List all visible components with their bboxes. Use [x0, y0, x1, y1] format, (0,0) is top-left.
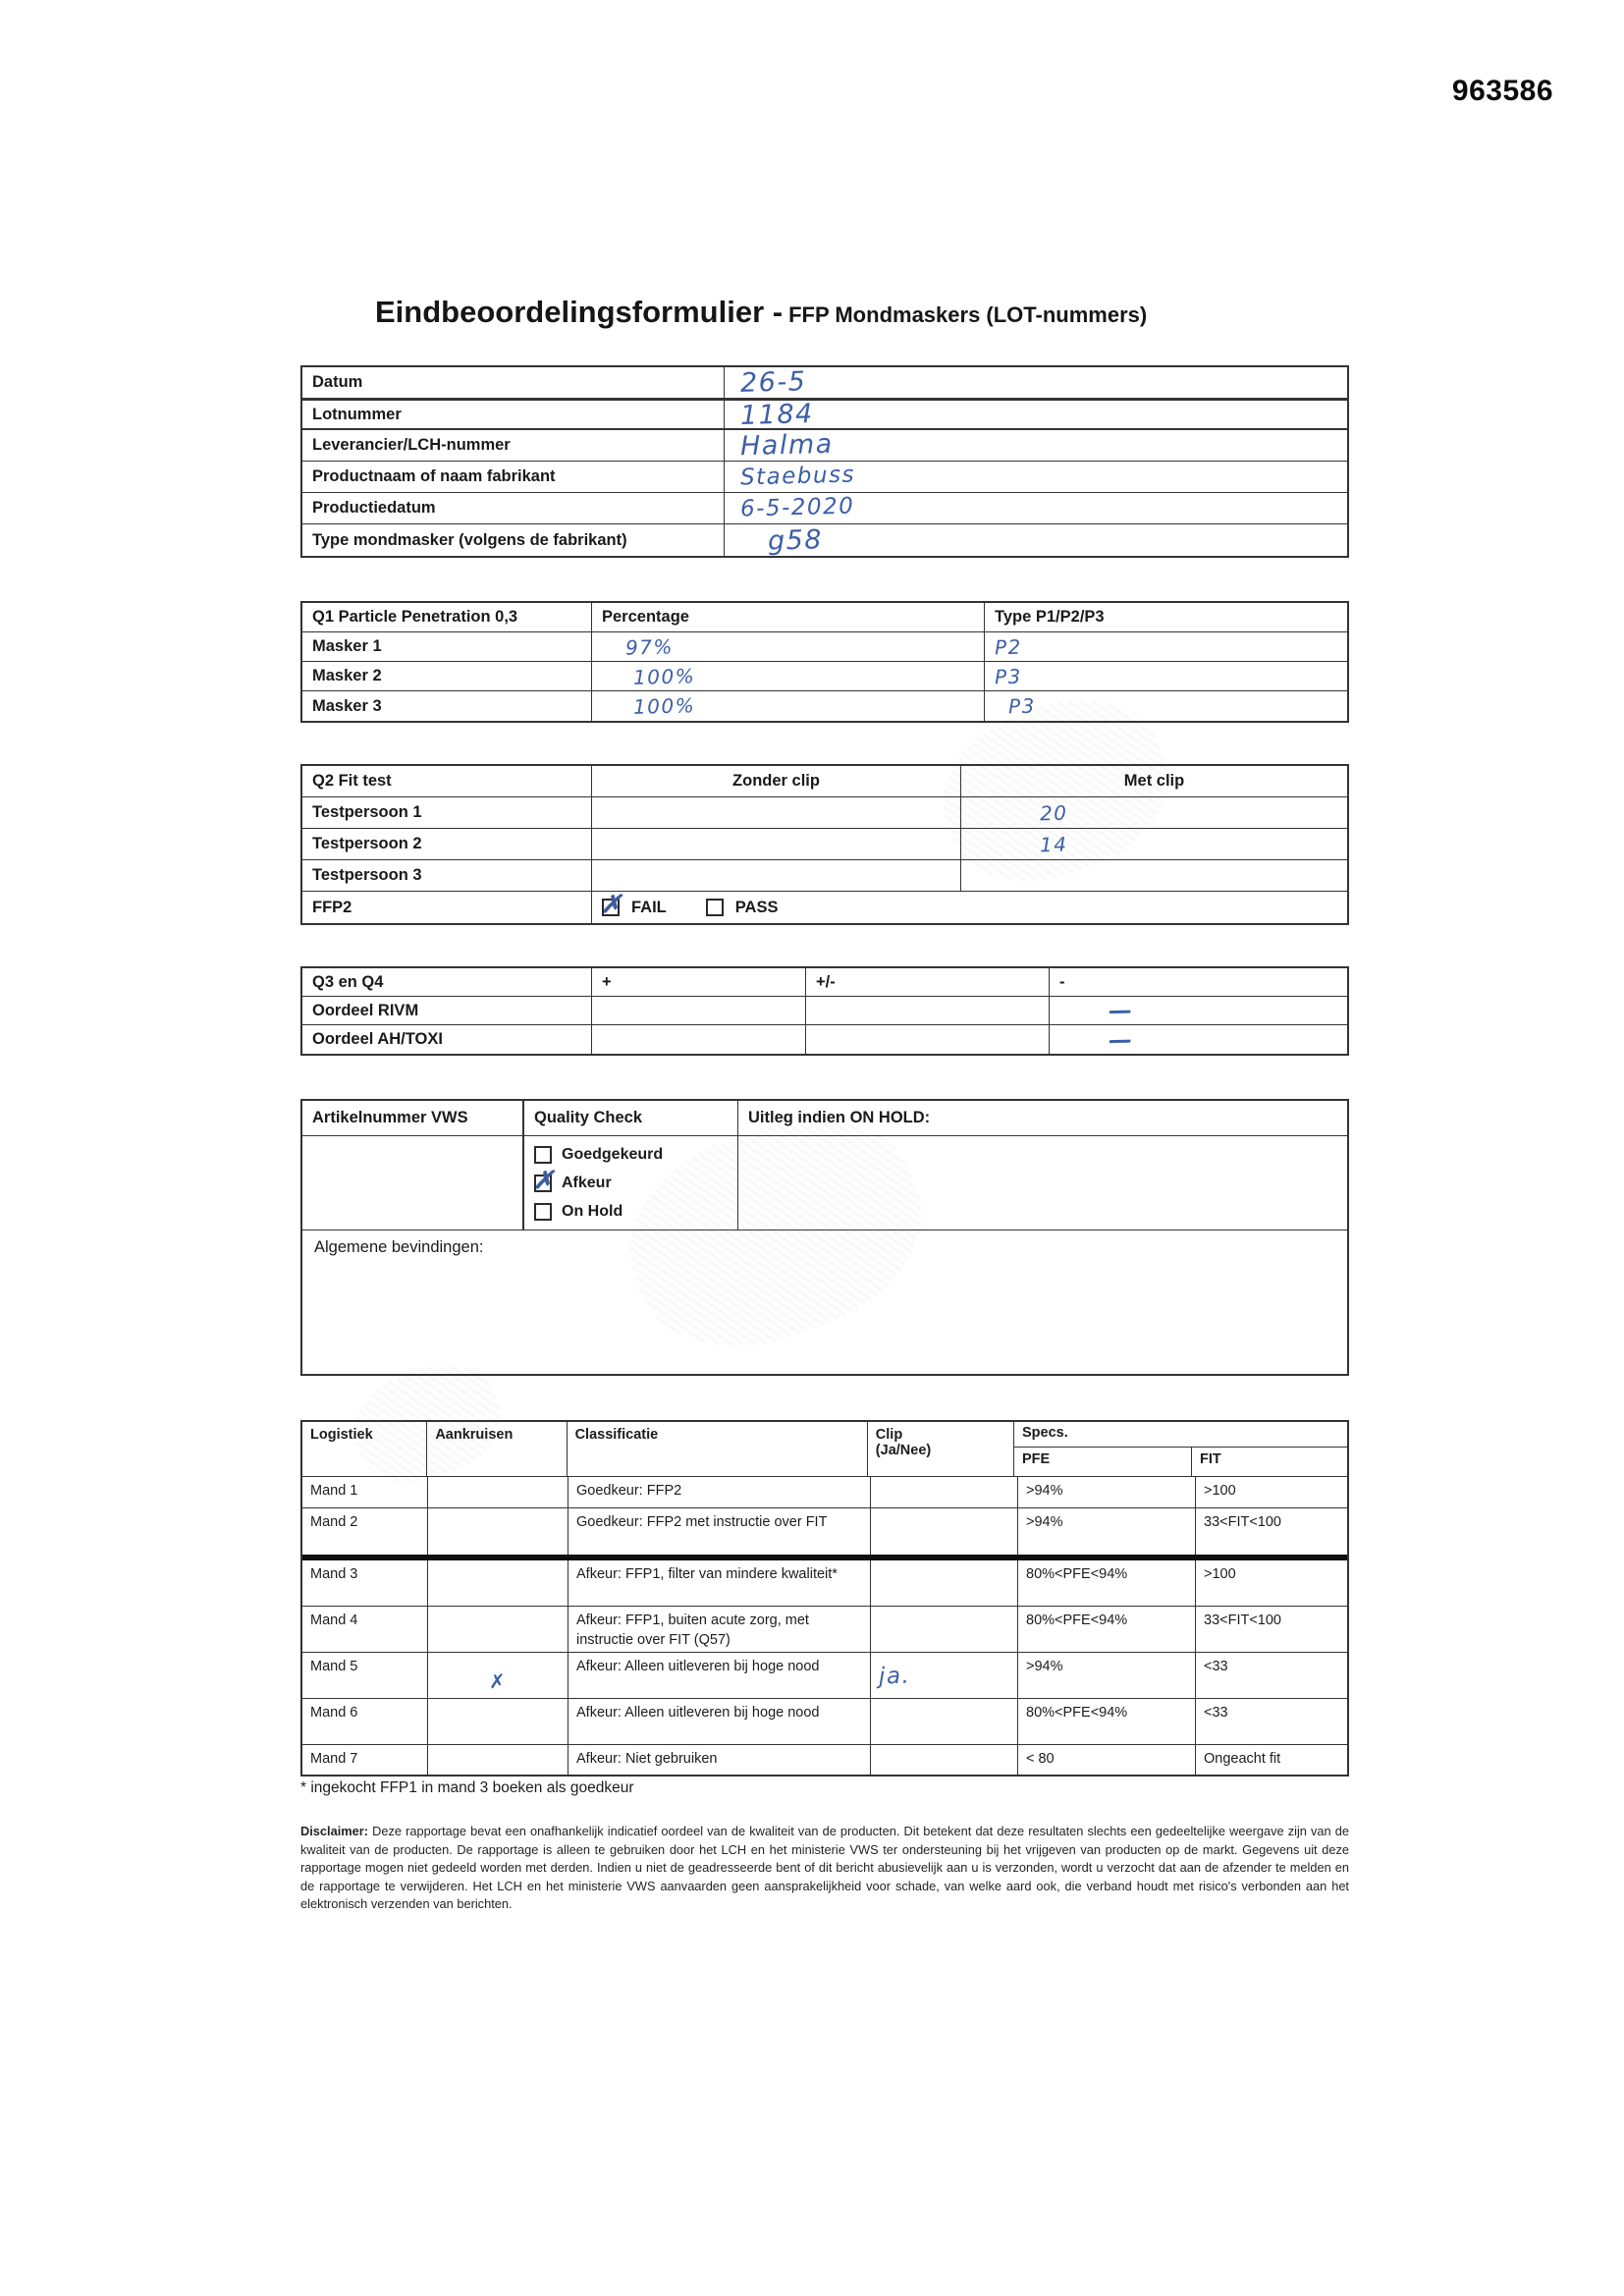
q1-header-row — [302, 603, 1347, 632]
q2-table — [300, 764, 1349, 925]
col-specs-group — [1014, 1422, 1347, 1476]
handwritten-value: 6-5-2020 — [739, 493, 855, 522]
q2-row-testpersoon2: Testpersoon 2 14 — [302, 829, 1347, 860]
checkbox-x-mark: ✗ — [533, 1166, 554, 1194]
col-clip: Clip (Ja/Nee) — [868, 1422, 1014, 1476]
quality-header-row — [302, 1101, 1347, 1136]
q2-col-zonder: Zonder clip — [592, 766, 961, 796]
disclaimer-text: Deze rapportage bevat een onafhankelijk indicatief oordeel van de kwaliteit van de producten. Dit betekent dat deze resultaten slechts een gedeeltelijke weergave zijn van de kwaliteit van de producten. De rapportage is alleen te gebruiken door het LCH en het ministerie VWS ter ondersteuning bij het vrijgeven van producten op de markt. Gegevens uit deze rapportage mogen niet gedeeld worden met derden. Indien u niet de geadresseerde bent of dit bericht abusievelijk aan u is verzonden, wordt u verzocht dat aan de afzender te melden en de rapportage te verwijderen. Het LCH en het ministerie VWS aanvaarden geen aansprakelijkheid voor schade, van welke aard ook, die verband houdt met risico's verbonden aan het elektronisch verzenden van berichten. — [300, 1824, 1349, 1912]
info-value — [725, 524, 1347, 556]
quality-options-row — [302, 1136, 1347, 1230]
handwritten-ja: ja. — [878, 1663, 911, 1690]
q2-row-ffp2: FFP2 ✗ FAIL PASS — [302, 892, 1347, 923]
q2-title: Q2 Fit test — [302, 766, 592, 796]
bevindingen-label: Algemene bevindingen: — [314, 1238, 484, 1256]
goedgekeurd-checkbox[interactable] — [534, 1146, 552, 1164]
afkeur-checkbox[interactable] — [533, 1166, 554, 1194]
q3-row-rivm: Oordeel RIVM — — [302, 997, 1347, 1025]
info-label: Leverancier/LCH-nummer — [302, 430, 725, 461]
handwritten-value: 1184 — [739, 398, 815, 431]
info-label: Productnaam of naam fabrikant — [302, 462, 725, 492]
pass-label: PASS — [734, 898, 779, 916]
form-title-main: Eindbeoordelingsformulier - — [375, 295, 784, 329]
handwritten-value: 97% — [624, 633, 675, 660]
logistics-row-mand5: Mand 5 ✗ Afkeur: Alleen uitleveren bij hoge nood ja. >94% <33 — [302, 1653, 1347, 1699]
logistics-row-mand6: Mand 6 Afkeur: Alleen uitleveren bij hoge nood 80%<PFE<94% <33 — [302, 1699, 1347, 1745]
quality-check-header: Quality Check — [524, 1101, 738, 1135]
q1-table — [300, 601, 1349, 723]
disclaimer-label: Disclaimer: — [300, 1824, 368, 1838]
logistics-row-mand1: Mand 1 Goedkeur: FFP2 >94% >100 — [302, 1477, 1347, 1508]
onhold-checkbox[interactable] — [534, 1203, 552, 1221]
info-row-productiedatum — [302, 493, 1347, 524]
disclaimer — [300, 1823, 1349, 1914]
col-fit: FIT — [1199, 1451, 1221, 1467]
pass-checkbox[interactable] — [706, 899, 724, 916]
uitleg-header: Uitleg indien ON HOLD: — [748, 1109, 931, 1126]
handwritten-value: Staebuss — [739, 462, 856, 491]
info-row-productnaam — [302, 462, 1347, 493]
handwritten-value: 14 — [1039, 832, 1068, 856]
info-value — [725, 398, 1347, 431]
handwritten-value: Halma — [739, 428, 835, 463]
logistics-row-mand3: Mand 3 Afkeur: FFP1, filter van mindere kwaliteit* 80%<PFE<94% >100 — [302, 1560, 1347, 1607]
page-number: 963586 — [1451, 75, 1553, 107]
handwritten-dash: — — [1108, 1025, 1133, 1054]
logistics-table — [300, 1420, 1349, 1777]
handwritten-value: 100% — [632, 663, 696, 689]
col-specs: Specs. — [1014, 1422, 1347, 1448]
form-title — [300, 295, 1349, 330]
footnote: * ingekocht FFP1 in mand 3 boeken als goedkeur — [300, 1779, 634, 1796]
info-value — [725, 367, 1347, 398]
q1-title: Q1 Particle Penetration 0,3 — [302, 603, 592, 631]
handwritten-value: 26-5 — [739, 366, 807, 399]
info-row-leverancier — [302, 430, 1347, 462]
col-classificatie: Classificatie — [568, 1422, 868, 1476]
form-content — [300, 0, 1349, 2296]
q3-col-minus: - — [1059, 972, 1065, 991]
q2-header-row — [302, 766, 1347, 797]
q1-row-masker2: Masker 2 100% P3 — [302, 662, 1347, 691]
logistics-row-mand4: Mand 4 Afkeur: FFP1, buiten acute zorg, met instructie over FIT (Q57) 80%<PFE<94% 33<FIT<100 — [302, 1607, 1347, 1653]
handwritten-value: g58 — [767, 523, 824, 557]
q3-col-plus: + — [592, 968, 806, 996]
option-goedgekeurd: Goedgekeurd — [534, 1140, 663, 1169]
info-label: Productiedatum — [302, 493, 725, 523]
info-row-datum — [302, 367, 1347, 399]
info-label: Datum — [302, 367, 725, 398]
logistics-row-mand2: Mand 2 Goedkeur: FFP2 met instructie over FIT >94% 33<FIT<100 — [302, 1508, 1347, 1555]
q1-row-masker1: Masker 1 97% P2 — [302, 632, 1347, 662]
col-logistiek: Logistiek — [302, 1422, 427, 1476]
info-value — [725, 493, 1347, 523]
info-value — [725, 430, 1347, 461]
q1-col-type: Type P1/P2/P3 — [995, 608, 1105, 626]
fail-label: FAIL — [631, 898, 667, 916]
form-title-sub: FFP Mondmaskers (LOT-nummers) — [788, 302, 1148, 327]
handwritten-value: 20 — [1039, 800, 1068, 825]
q3-row-ahtoxi: Oordeel AH/TOXI — — [302, 1025, 1347, 1054]
handwritten-value: P3 — [1007, 693, 1037, 719]
info-row-type — [302, 524, 1347, 556]
q3-title: Q3 en Q4 — [302, 968, 592, 996]
handwritten-value: P2 — [994, 634, 1023, 659]
q1-row-masker3: Masker 3 100% P3 — [302, 691, 1347, 721]
handwritten-value: 100% — [632, 693, 696, 719]
info-value — [725, 462, 1347, 492]
q2-row-testpersoon1: Testpersoon 1 20 — [302, 797, 1347, 829]
handwritten-dash: — — [1108, 996, 1133, 1025]
info-table — [300, 365, 1349, 558]
col-pfe: PFE — [1014, 1448, 1192, 1476]
info-label: Type mondmasker (volgens de fabrikant) — [302, 524, 725, 556]
option-onhold: On Hold — [534, 1197, 623, 1226]
q3-col-plusminus: +/- — [806, 968, 1050, 996]
quality-options — [524, 1136, 738, 1230]
handwritten-value: P3 — [994, 664, 1023, 688]
q2-col-met: Met clip — [1123, 772, 1185, 790]
q2-row-testpersoon3: Testpersoon 3 — [302, 860, 1347, 892]
quality-check-table — [300, 1099, 1349, 1376]
logistics-header — [302, 1422, 1347, 1477]
info-label: Lotnummer — [302, 401, 725, 428]
q3-header-row — [302, 968, 1347, 997]
handwritten-x: ✗ — [488, 1668, 508, 1694]
fail-checkbox[interactable] — [601, 891, 622, 918]
checkbox-x-mark: ✗ — [601, 891, 622, 918]
bevindingen-row — [302, 1230, 1347, 1374]
q3-table — [300, 966, 1349, 1056]
col-aankruisen: Aankruisen — [427, 1422, 567, 1476]
q1-col-percentage: Percentage — [592, 603, 985, 631]
artikelnummer-value-cell — [302, 1136, 524, 1230]
artikelnummer-header: Artikelnummer VWS — [302, 1101, 524, 1135]
bevindingen-cell — [302, 1230, 1347, 1374]
logistics-row-mand7: Mand 7 Afkeur: Niet gebruiken < 80 Ongeacht fit — [302, 1745, 1347, 1775]
info-row-lotnummer — [302, 399, 1347, 430]
uitleg-value-cell — [738, 1136, 1347, 1230]
option-afkeur: ✗ Afkeur — [533, 1166, 612, 1194]
